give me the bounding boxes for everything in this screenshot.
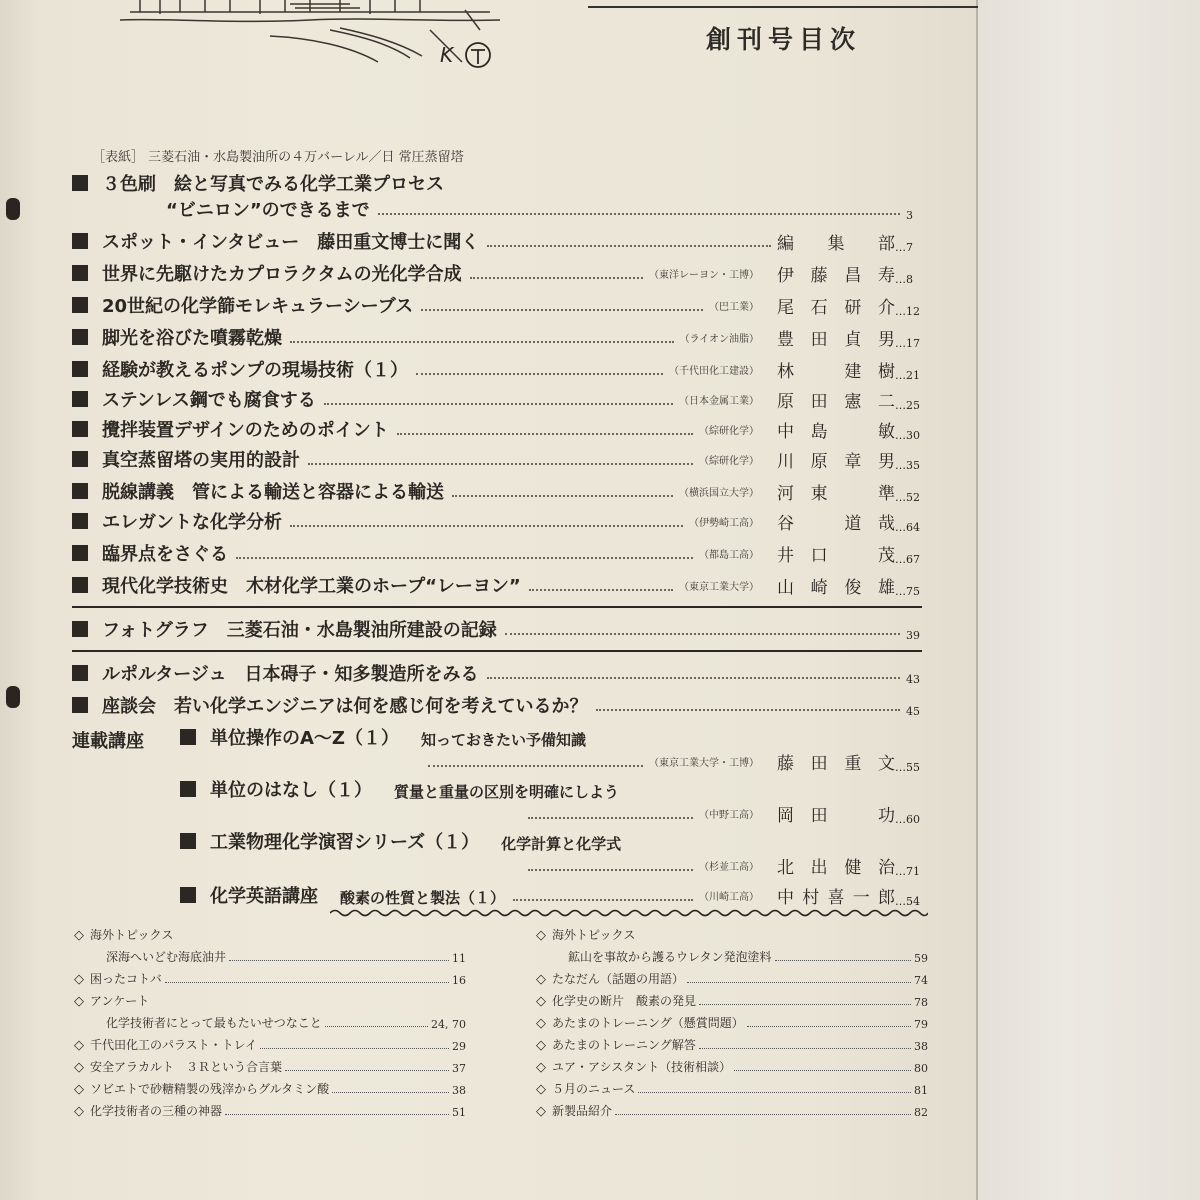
page-number: 75 bbox=[906, 585, 920, 598]
series-subtitle: 化学計算と化学式 bbox=[501, 835, 622, 853]
short-item-label: 千代田化工のパラスト・トレイ bbox=[90, 1038, 258, 1052]
short-item[interactable] bbox=[74, 926, 464, 943]
leader-dots bbox=[378, 213, 900, 215]
entry-title: エレガントな化学分析 bbox=[102, 512, 282, 533]
square-bullet-icon bbox=[180, 781, 196, 797]
entry-title: ３色刷 絵と写真でみる化学工業プロセス bbox=[102, 174, 444, 195]
leader-dots bbox=[513, 899, 693, 901]
series-title: 単位のはなし（１） bbox=[210, 780, 372, 801]
table-surface bbox=[975, 0, 1200, 1200]
square-bullet-icon bbox=[72, 233, 88, 249]
diamond-bullet-icon: ◇ bbox=[74, 1082, 84, 1097]
page-number: 25 bbox=[906, 399, 920, 412]
short-item-label: ソビエトで砂糖精製の残滓からグルタミン酸 bbox=[90, 1082, 330, 1096]
square-bullet-icon bbox=[72, 297, 88, 313]
entry-title: 真空蒸留塔の実用的設計 bbox=[102, 450, 300, 471]
short-item[interactable] bbox=[106, 1014, 466, 1031]
svg-text:K: K bbox=[440, 43, 454, 67]
page-number: 51 bbox=[452, 1106, 466, 1119]
series-entry-meta: （杉並工高） 北出健治 … 71 bbox=[520, 852, 930, 878]
toc-entry[interactable]: 世界に先駆けたカプロラクタムの光化学合成 （東洋レーヨン・工博） 伊藤昌寿 … 8 bbox=[72, 260, 930, 286]
entry-title: 現代化学技術史 木材化学工業のホープ“レーヨン” bbox=[102, 576, 521, 597]
entry-affiliation: （中野工高） bbox=[699, 809, 759, 821]
page-number: 79 bbox=[914, 1018, 928, 1031]
page-number: 11 bbox=[452, 952, 466, 965]
leader-dots bbox=[290, 525, 683, 527]
short-item[interactable] bbox=[74, 970, 466, 987]
leader-dots bbox=[529, 589, 673, 591]
square-bullet-icon bbox=[72, 621, 88, 637]
page-number: 82 bbox=[914, 1106, 928, 1119]
diamond-bullet-icon: ◇ bbox=[536, 1038, 546, 1053]
entry-author: 尾石研介 bbox=[777, 298, 895, 318]
short-item-label: ユア・アシスタント（技術相談） bbox=[552, 1060, 732, 1074]
page-number: 3 bbox=[906, 209, 913, 222]
toc-entry[interactable]: ステンレス鋼でも腐食する （日本金属工業） 原田憲二 … 25 bbox=[72, 386, 930, 412]
short-item[interactable] bbox=[536, 926, 926, 943]
toc-entry-continued[interactable] bbox=[166, 196, 930, 222]
page-number: 71 bbox=[906, 865, 920, 878]
page-number: 64 bbox=[906, 521, 920, 534]
header-rule bbox=[588, 6, 978, 8]
entry-affiliation: （杉並工高） bbox=[699, 861, 759, 873]
leader-dots bbox=[236, 557, 693, 559]
leader-dots bbox=[428, 765, 643, 767]
short-item[interactable] bbox=[536, 992, 928, 1009]
section-divider bbox=[72, 606, 922, 608]
entry-author: 中村喜一郎 bbox=[777, 888, 895, 908]
entry-affiliation: （巴工業） bbox=[709, 301, 759, 313]
short-item[interactable] bbox=[536, 1102, 928, 1119]
series-subtitle: 酸素の性質と製法（１） bbox=[340, 889, 506, 907]
short-item[interactable] bbox=[536, 1080, 928, 1097]
short-item-label: アンケート bbox=[90, 994, 150, 1008]
series-title: 工業物理化学演習シリーズ（１） bbox=[210, 832, 480, 853]
square-bullet-icon bbox=[180, 887, 196, 903]
short-item[interactable] bbox=[106, 948, 466, 965]
short-item[interactable] bbox=[74, 992, 464, 1009]
wavy-divider bbox=[330, 908, 928, 918]
diamond-bullet-icon: ◇ bbox=[74, 1104, 84, 1119]
entry-author: 井口 茂 bbox=[777, 546, 895, 566]
toc-entry[interactable]: 20世紀の化学篩モレキュラーシーブス （巴工業） 尾石研介 … 12 bbox=[72, 292, 930, 318]
leader-dots bbox=[487, 245, 771, 247]
toc-entry[interactable] bbox=[72, 170, 930, 196]
short-item-label: 安全アラカルト ３Ｒという合言葉 bbox=[90, 1060, 283, 1074]
entry-author: 伊藤昌寿 bbox=[777, 266, 895, 286]
short-item-label: 鉱山を事故から護るウレタン発泡塗料 bbox=[568, 950, 772, 964]
entry-affiliation: （東洋レーヨン・工博） bbox=[649, 269, 759, 281]
toc-entry[interactable]: 経験が教えるポンプの現場技術（１） （千代田化工建設） 林 建樹 … 21 bbox=[72, 356, 930, 382]
short-item-label: 化学技術者にとって最もたいせつなこと bbox=[106, 1016, 322, 1030]
entry-affiliation: （東京工業大学） bbox=[679, 581, 759, 593]
series-entry[interactable]: 化学英語講座 酸素の性質と製法（１） （川崎工高） 中村喜一郎 … 54 bbox=[180, 882, 930, 908]
entry-affiliation: （都島工高） bbox=[699, 549, 759, 561]
leader-dots bbox=[308, 463, 693, 465]
page-number: 54 bbox=[906, 895, 920, 908]
short-item-label: たなだん（話題の用語） bbox=[552, 972, 685, 986]
leader-dots bbox=[397, 433, 693, 435]
entry-title: 脚光を浴びた噴霧乾燥 bbox=[102, 328, 282, 349]
leader-dots bbox=[290, 341, 674, 343]
square-bullet-icon bbox=[72, 361, 88, 377]
page-number: 21 bbox=[906, 369, 920, 382]
diamond-bullet-icon: ◇ bbox=[536, 1016, 546, 1031]
square-bullet-icon bbox=[180, 729, 196, 745]
page-title: 創刊号目次 bbox=[706, 25, 862, 54]
entry-author: 豊田貞男 bbox=[777, 330, 895, 350]
toc-entry[interactable] bbox=[72, 616, 930, 642]
binding-hole bbox=[6, 198, 20, 220]
square-bullet-icon bbox=[72, 513, 88, 529]
page-number: 60 bbox=[906, 813, 920, 826]
short-item[interactable] bbox=[568, 948, 928, 965]
toc-entry[interactable]: 脚光を浴びた噴霧乾燥 （ライオン油脂） 豊田貞男 … 17 bbox=[72, 324, 930, 350]
entry-author: 編集部 bbox=[777, 234, 895, 254]
entry-affiliation: （川崎工高） bbox=[699, 891, 759, 903]
diamond-bullet-icon: ◇ bbox=[74, 1038, 84, 1053]
series-title: 化学英語講座 bbox=[210, 886, 318, 907]
square-bullet-icon bbox=[72, 391, 88, 407]
leader-dots bbox=[324, 403, 673, 405]
short-item[interactable] bbox=[536, 970, 928, 987]
series-label: 連載講座 bbox=[72, 731, 144, 752]
short-item[interactable] bbox=[74, 1036, 466, 1053]
leader-dots bbox=[452, 495, 673, 497]
page-number: 59 bbox=[914, 952, 928, 965]
series-subtitle: 質量と重量の区別を明確にしよう bbox=[394, 783, 620, 801]
entry-author: 藤田重文 bbox=[777, 754, 895, 774]
short-item-label: 化学史の断片 酸素の発見 bbox=[552, 994, 697, 1008]
toc-entry[interactable] bbox=[72, 692, 930, 718]
entry-affiliation: （東京工業大学・工博） bbox=[649, 757, 759, 769]
series-title: 単位操作のA～Z（１） bbox=[210, 728, 399, 749]
page-number: 8 bbox=[906, 273, 913, 286]
leader-dots bbox=[421, 309, 703, 311]
entry-title: ステンレス鋼でも腐食する bbox=[102, 390, 316, 411]
toc-entry[interactable]: スポット・インタビュー 藤田重文博士に聞く 編集部 … 7 bbox=[72, 228, 930, 254]
page-number: 78 bbox=[914, 996, 928, 1009]
short-item-label: 海外トピックス bbox=[552, 928, 636, 942]
square-bullet-icon bbox=[72, 665, 88, 681]
entry-title: 攪拌装置デザインのためのポイント bbox=[102, 420, 389, 441]
page-number: 38 bbox=[914, 1040, 928, 1053]
entry-author: 谷 道哉 bbox=[777, 514, 895, 534]
diamond-bullet-icon: ◇ bbox=[536, 1082, 546, 1097]
entry-affiliation: （日本金属工業） bbox=[679, 395, 759, 407]
square-bullet-icon bbox=[72, 451, 88, 467]
diamond-bullet-icon: ◇ bbox=[536, 928, 546, 943]
square-bullet-icon bbox=[72, 175, 88, 191]
entry-title: 世界に先駆けたカプロラクタムの光化学合成 bbox=[102, 264, 462, 285]
diamond-bullet-icon: ◇ bbox=[536, 972, 546, 987]
page-number: 30 bbox=[906, 429, 920, 442]
series-entry-meta: （中野工高） 岡田 功 … 60 bbox=[520, 800, 930, 826]
page-number: 16 bbox=[452, 974, 466, 987]
toc-entry[interactable] bbox=[72, 660, 930, 686]
diamond-bullet-icon: ◇ bbox=[536, 994, 546, 1009]
short-item[interactable] bbox=[74, 1080, 466, 1097]
entry-author: 岡田 功 bbox=[777, 806, 895, 826]
leader-dots bbox=[416, 373, 663, 375]
series-subtitle: 知っておきたい予備知識 bbox=[420, 731, 586, 749]
entry-title: ルポルタージュ 日本碍子・知多製造所をみる bbox=[102, 664, 479, 685]
section-divider bbox=[72, 650, 922, 652]
entry-title: スポット・インタビュー 藤田重文博士に聞く bbox=[102, 232, 480, 253]
diamond-bullet-icon: ◇ bbox=[74, 928, 84, 943]
entry-title: 脱線講義 管による輸送と容器による輸送 bbox=[102, 482, 444, 503]
short-item-label: 深海へいどむ海底油井 bbox=[106, 950, 227, 964]
short-item-label: 新製品紹介 bbox=[552, 1104, 613, 1118]
short-item[interactable] bbox=[536, 1014, 928, 1031]
series-entry[interactable] bbox=[180, 776, 930, 802]
entry-affiliation: （伊勢崎工高） bbox=[689, 517, 759, 529]
page-number: 81 bbox=[914, 1084, 928, 1097]
toc-entry[interactable]: 真空蒸留塔の実用的設計 （綜研化学） 川原章男 … 35 bbox=[72, 446, 930, 472]
short-item[interactable] bbox=[536, 1036, 928, 1053]
entry-affiliation: （綜研化学） bbox=[699, 425, 759, 437]
entry-affiliation: （千代田化工建設） bbox=[669, 365, 759, 377]
page-number: 74 bbox=[914, 974, 928, 987]
entry-author: 北出健治 bbox=[777, 858, 895, 878]
short-item[interactable] bbox=[74, 1058, 466, 1075]
leader-dots bbox=[505, 633, 900, 635]
square-bullet-icon bbox=[72, 577, 88, 593]
toc-entry[interactable]: 攪拌装置デザインのためのポイント （綜研化学） 中島 敏 … 30 bbox=[72, 416, 930, 442]
short-item[interactable] bbox=[536, 1058, 928, 1075]
leader-dots bbox=[528, 869, 693, 871]
entry-subtitle: “ビニロン”のできるまで bbox=[166, 200, 370, 221]
leader-dots bbox=[528, 817, 693, 819]
square-bullet-icon bbox=[72, 265, 88, 281]
square-bullet-icon bbox=[72, 421, 88, 437]
short-item-label: 化学技術者の三種の神器 bbox=[90, 1104, 223, 1118]
toc-entry[interactable]: 脱線講義 管による輸送と容器による輸送 （横浜国立大学） 河東 準 … 52 bbox=[72, 478, 930, 504]
page-number: 80 bbox=[914, 1062, 928, 1075]
cover-note: ［表紙］ 三菱石油・水島製油所の４万バーレル／日 常圧蒸留塔 bbox=[92, 150, 464, 165]
short-item-label: 海外トピックス bbox=[90, 928, 174, 942]
factory-sketch-illustration bbox=[110, 0, 510, 70]
entry-title: 経験が教えるポンプの現場技術（１） bbox=[102, 360, 408, 381]
leader-dots bbox=[596, 709, 900, 711]
square-bullet-icon bbox=[72, 329, 88, 345]
page-number: 45 bbox=[906, 705, 920, 718]
diamond-bullet-icon: ◇ bbox=[74, 1060, 84, 1075]
entry-title: フォトグラフ 三菱石油・水島製油所建設の記録 bbox=[102, 620, 497, 641]
page-number: 17 bbox=[906, 337, 920, 350]
entry-title: 臨界点をさぐる bbox=[102, 544, 228, 565]
entry-affiliation: （ライオン油脂） bbox=[679, 333, 759, 345]
page-number: 35 bbox=[906, 459, 920, 472]
entry-affiliation: （綜研化学） bbox=[699, 455, 759, 467]
entry-author: 林 建樹 bbox=[777, 362, 895, 382]
entry-author: 河東 準 bbox=[777, 484, 895, 504]
page-number: 12 bbox=[906, 305, 920, 318]
entry-author: 原田憲二 bbox=[777, 392, 895, 412]
short-item-label: あたまのトレーニング解答 bbox=[552, 1038, 696, 1052]
diamond-bullet-icon: ◇ bbox=[536, 1060, 546, 1075]
page-number: 29 bbox=[452, 1040, 466, 1053]
entry-title: 座談会 若い化学エンジニアは何を感じ何を考えているか？ bbox=[102, 696, 588, 717]
square-bullet-icon bbox=[72, 483, 88, 499]
entry-title: 20世紀の化学篩モレキュラーシーブス bbox=[102, 296, 414, 317]
page-number: 67 bbox=[906, 553, 920, 566]
short-item-label: 困ったコトバ bbox=[90, 972, 162, 986]
leader-dots bbox=[470, 277, 643, 279]
page-number: 24, 70 bbox=[431, 1018, 466, 1031]
square-bullet-icon bbox=[72, 697, 88, 713]
toc-entry[interactable]: エレガントな化学分析 （伊勢崎工高） 谷 道哉 … 64 bbox=[72, 508, 930, 534]
square-bullet-icon bbox=[180, 833, 196, 849]
entry-affiliation: （横浜国立大学） bbox=[679, 487, 759, 499]
page-number: 55 bbox=[906, 761, 920, 774]
page-number: 7 bbox=[906, 241, 913, 254]
entry-author: 川原章男 bbox=[777, 452, 895, 472]
series-entry-meta: （東京工業大学・工博） 藤田重文 … 55 bbox=[420, 748, 930, 774]
diamond-bullet-icon: ◇ bbox=[536, 1104, 546, 1119]
series-entry[interactable] bbox=[180, 724, 930, 750]
page-number: 37 bbox=[452, 1062, 466, 1075]
page-number: 38 bbox=[452, 1084, 466, 1097]
square-bullet-icon bbox=[72, 545, 88, 561]
entry-author: 山崎俊雄 bbox=[777, 578, 895, 598]
page-number: 52 bbox=[906, 491, 920, 504]
short-item[interactable] bbox=[74, 1102, 466, 1119]
leader-dots bbox=[487, 677, 900, 679]
series-entry[interactable] bbox=[180, 828, 930, 854]
binding-hole bbox=[6, 686, 20, 708]
diamond-bullet-icon: ◇ bbox=[74, 994, 84, 1009]
page-number: 43 bbox=[906, 673, 920, 686]
toc-entry[interactable]: 現代化学技術史 木材化学工業のホープ“レーヨン” （東京工業大学） 山崎俊雄 … 75 bbox=[72, 572, 930, 598]
short-item-label: ５月のニュース bbox=[552, 1082, 636, 1096]
entry-author: 中島 敏 bbox=[777, 422, 895, 442]
toc-entry[interactable]: 臨界点をさぐる （都島工高） 井口 茂 … 67 bbox=[72, 540, 930, 566]
page-number: 39 bbox=[906, 629, 920, 642]
short-item-label: あたまのトレーニング（懸賞問題） bbox=[552, 1016, 744, 1030]
diamond-bullet-icon: ◇ bbox=[74, 972, 84, 987]
